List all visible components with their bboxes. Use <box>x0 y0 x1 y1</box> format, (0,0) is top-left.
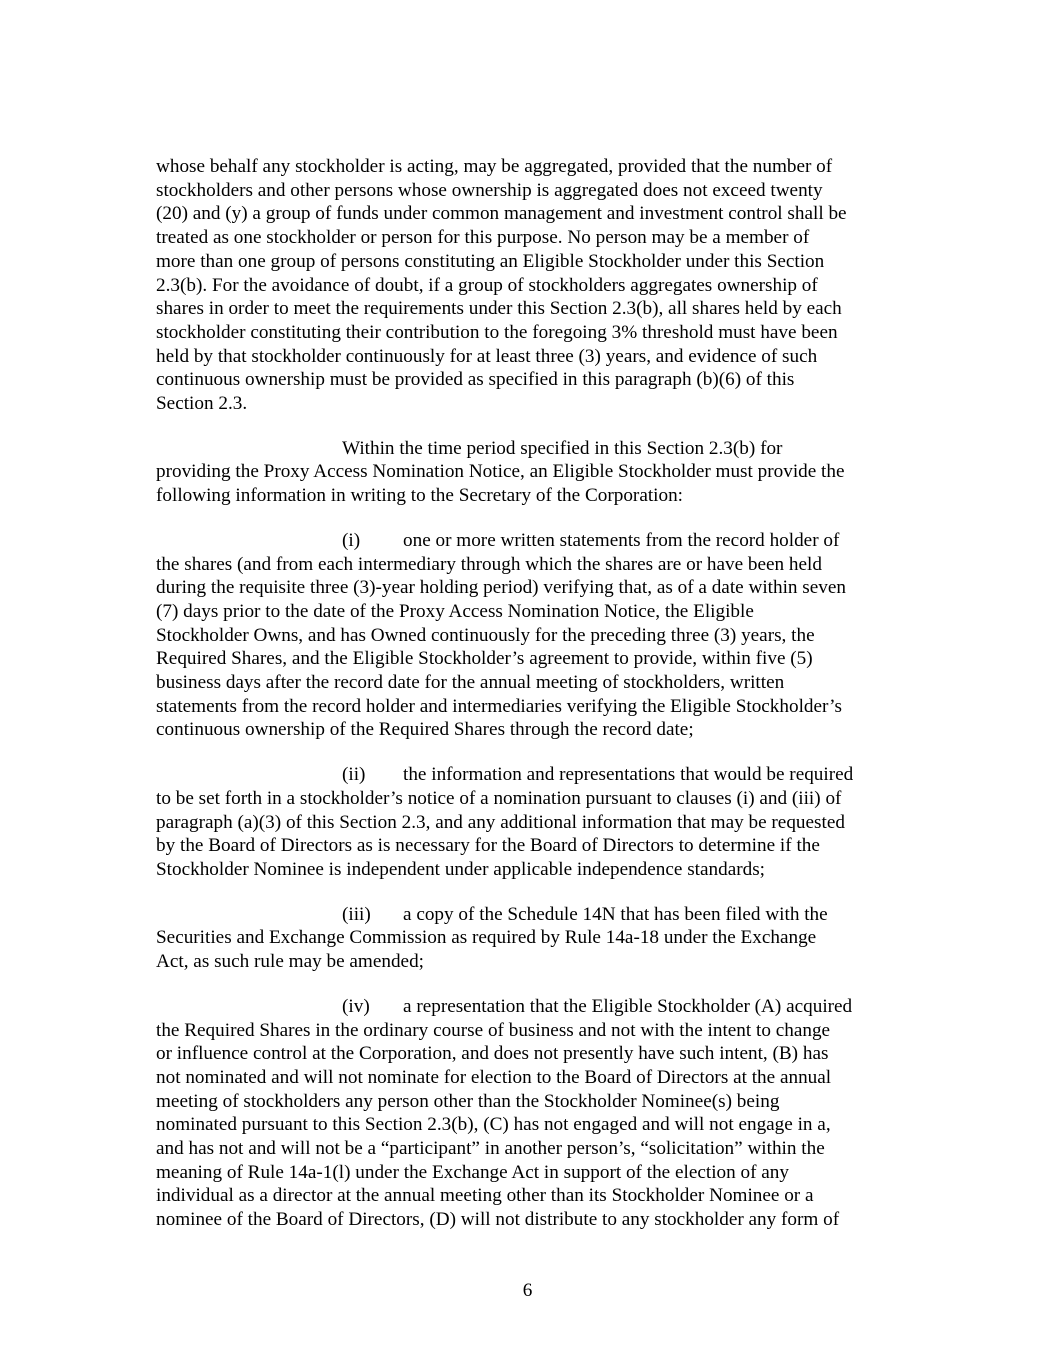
clause-lead-text: a copy of the Schedule 14N that has been filed with the <box>403 903 828 925</box>
text-line: by the Board of Directors as is necessary for the Board of Directors to determine if the <box>156 835 820 857</box>
clause-iii <box>156 903 906 974</box>
clause-i <box>156 529 906 742</box>
text-line: held by that stockholder continuously for at least three (3) years, and evidence of such <box>156 345 818 367</box>
text-line-first: Within the time period specified in this Section 2.3(b) for <box>342 437 783 459</box>
text-line: (20) and (y) a group of funds under common management and investment control shall be <box>156 203 847 225</box>
text-line: treated as one stockholder or person for this purpose. No person may be a member of <box>156 227 810 249</box>
page-number: 6 <box>522 1280 533 1301</box>
text-line: Stockholder Owns, and has Owned continuously for the preceding three (3) years, the <box>156 624 815 646</box>
text-line: the Required Shares in the ordinary course of business and not with the intent to change <box>156 1019 831 1041</box>
text-line: meeting of stockholders any person other than the Stockholder Nominee(s) being <box>156 1090 780 1112</box>
clause-number: (iv) <box>342 995 370 1017</box>
text-line: individual as a director at the annual meeting other than its Stockholder Nominee or a <box>156 1185 814 1207</box>
text-line: stockholders and other persons whose ownership is aggregated does not exceed twenty <box>156 179 823 201</box>
text-line: continuous ownership must be provided as specified in this paragraph (b)(6) of this <box>156 369 795 391</box>
text-line: Act, as such rule may be amended; <box>156 951 424 973</box>
clause-first-line <box>156 903 906 927</box>
text-line: following information in writing to the Secretary of the Corporation: <box>156 485 684 507</box>
paragraph-intro <box>156 437 906 508</box>
text-line: business days after the record date for the annual meeting of stockholders, written <box>156 672 785 694</box>
text-line: Required Shares, and the Eligible Stockholder’s agreement to provide, within five (5) <box>156 648 813 670</box>
text-line: more than one group of persons constituting an Eligible Stockholder under this Section <box>156 250 825 272</box>
text-line: to be set forth in a stockholder’s notice of a nomination pursuant to clauses (i) and (iii) of <box>156 787 842 809</box>
clause-lead-text: one or more written statements from the record holder of <box>403 529 840 551</box>
clause-first-line <box>156 995 906 1019</box>
clause-lead-text: the information and representations that would be required <box>403 764 854 786</box>
text-line: or influence control at the Corporation, and does not presently have such intent, (B) has <box>156 1043 829 1065</box>
clause-ii <box>156 763 906 882</box>
text-line: whose behalf any stockholder is acting, may be aggregated, provided that the number of <box>156 156 833 177</box>
text-line: providing the Proxy Access Nomination Notice, an Eligible Stockholder must provide the <box>156 461 845 483</box>
text-line: paragraph (a)(3) of this Section 2.3, and any additional information that may be requested <box>156 811 845 833</box>
clause-number: (iii) <box>342 903 371 925</box>
text-line: statements from the record holder and intermediaries verifying the Eligible Stockholder’s <box>156 695 842 717</box>
text-line: shares in order to meet the requirements under this Section 2.3(b), all shares held by each <box>156 298 842 320</box>
text-line: stockholder constituting their contribution to the foregoing 3% threshold must have been <box>156 321 838 343</box>
text-line: Stockholder Nominee is independent under applicable independence standards; <box>156 858 766 880</box>
text-line: (7) days prior to the date of the Proxy Access Nomination Notice, the Eligible <box>156 600 754 622</box>
document-body <box>156 155 906 1253</box>
clause-first-line <box>156 529 906 553</box>
paragraph-continuation <box>156 155 906 416</box>
text-line: meaning of Rule 14a-1(l) under the Exchange Act in support of the election of any <box>156 1161 789 1183</box>
clause-number: (i) <box>342 529 361 551</box>
text-line: the shares (and from each intermediary through which the shares are or have been held <box>156 553 822 575</box>
text-line: 2.3(b). For the avoidance of doubt, if a group of stockholders aggregates ownership of <box>156 274 818 296</box>
clause-iv <box>156 995 906 1232</box>
text-line: continuous ownership of the Required Shares through the record date; <box>156 719 694 741</box>
text-line: nominee of the Board of Directors, (D) will not distribute to any stockholder any form of <box>156 1209 840 1231</box>
text-line: nominated pursuant to this Section 2.3(b), (C) has not engaged and will not engage in a, <box>156 1114 831 1136</box>
text-line: and has not and will not be a “participant” in another person’s, “solicitation” within the <box>156 1138 825 1160</box>
text-line: not nominated and will not nominate for election to the Board of Directors at the annual <box>156 1066 832 1088</box>
text-line: Securities and Exchange Commission as required by Rule 14a-18 under the Exchange <box>156 927 817 949</box>
clause-number: (ii) <box>342 764 366 786</box>
text-line: during the requisite three (3)-year holding period) verifying that, as of a date within seven <box>156 577 846 599</box>
text-line: Section 2.3. <box>156 393 248 415</box>
clause-first-line <box>156 763 906 787</box>
clause-lead-text: a representation that the Eligible Stockholder (A) acquired <box>403 995 853 1017</box>
